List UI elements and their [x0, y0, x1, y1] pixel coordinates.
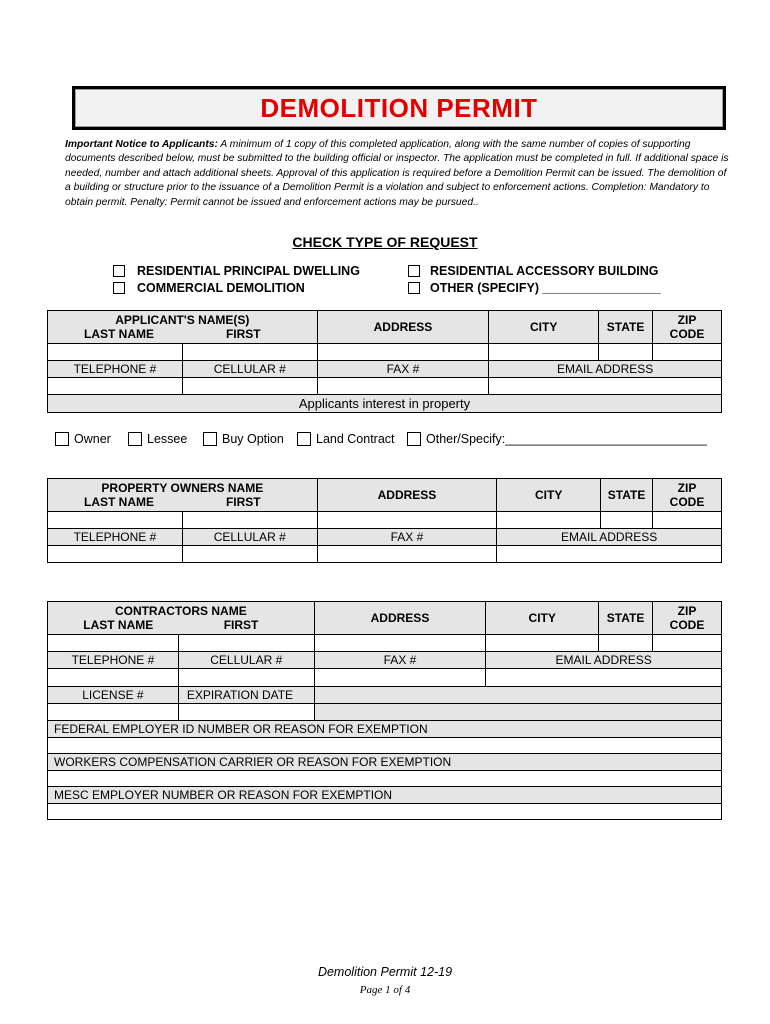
state-header: STATE — [601, 479, 653, 512]
applicant-first-name-input[interactable] — [182, 344, 317, 361]
zip-header: ZIP CODE — [653, 311, 722, 344]
license-gray-fill — [314, 687, 721, 704]
important-notice — [65, 138, 733, 210]
check-type-title: CHECK TYPE OF REQUEST — [292, 234, 478, 250]
owner-city-input[interactable] — [497, 512, 601, 529]
contractor-telephone-input[interactable] — [48, 669, 179, 687]
applicant-address-input[interactable] — [317, 344, 489, 361]
state-header: STATE — [599, 602, 653, 635]
option-residential-principal[interactable] — [113, 264, 360, 278]
city-header: CITY — [486, 602, 599, 635]
checkbox[interactable] — [297, 432, 311, 446]
fax-header: FAX # — [314, 652, 486, 669]
telephone-header: TELEPHONE # — [48, 529, 183, 546]
contractor-cellular-input[interactable] — [178, 669, 314, 687]
telephone-header: TELEPHONE # — [48, 361, 183, 378]
fax-header: FAX # — [317, 529, 497, 546]
checkbox[interactable] — [203, 432, 217, 446]
contractor-zip-input[interactable] — [653, 635, 722, 652]
owners-table — [47, 478, 722, 563]
city-header: CITY — [497, 479, 601, 512]
form-id: Demolition Permit 12-19 — [317, 965, 453, 979]
owner-telephone-input[interactable] — [48, 546, 183, 563]
notice-lead: Important Notice to Applicants: — [65, 139, 218, 150]
title-box — [72, 86, 726, 130]
applicant-table — [47, 310, 722, 413]
checkbox[interactable] — [408, 265, 420, 277]
address-header: ADDRESS — [317, 311, 489, 344]
applicant-last-name-input[interactable] — [48, 344, 183, 361]
zip-header: ZIP CODE — [653, 479, 722, 512]
interest-buy-option[interactable]: Buy Option — [203, 432, 284, 446]
expiration-header: EXPIRATION DATE — [178, 687, 314, 704]
email-header: EMAIL ADDRESS — [486, 652, 722, 669]
owner-fax-input[interactable] — [317, 546, 497, 563]
checkbox[interactable] — [407, 432, 421, 446]
checkbox[interactable] — [113, 265, 125, 277]
telephone-header: TELEPHONE # — [48, 652, 179, 669]
mesc-header: MESC EMPLOYER NUMBER OR REASON FOR EXEMPTION — [48, 787, 722, 804]
owner-zip-input[interactable] — [653, 512, 722, 529]
email-header: EMAIL ADDRESS — [497, 529, 722, 546]
workers-input[interactable] — [48, 771, 722, 787]
contractor-address-input[interactable] — [314, 635, 486, 652]
interest-lessee[interactable]: Lessee — [128, 432, 187, 446]
contractor-city-input[interactable] — [486, 635, 599, 652]
applicant-zip-input[interactable] — [653, 344, 722, 361]
checkbox[interactable] — [113, 282, 125, 294]
interest-land-contract[interactable]: Land Contract — [297, 432, 395, 446]
interest-header: Applicants interest in property — [48, 395, 722, 413]
license-header: LICENSE # — [48, 687, 179, 704]
owner-address-input[interactable] — [317, 512, 497, 529]
cellular-header: CELLULAR # — [182, 529, 317, 546]
interest-owner[interactable]: Owner — [55, 432, 111, 446]
city-header: CITY — [489, 311, 599, 344]
zip-header: ZIP CODE — [653, 602, 722, 635]
owner-last-name-input[interactable] — [48, 512, 183, 529]
page-number: Page 1 of 4 — [359, 984, 411, 996]
page-title: DEMOLITION PERMIT — [260, 92, 538, 123]
interest-other[interactable]: Other/Specify:_____________________________ — [407, 432, 707, 446]
contractor-last-name-input[interactable] — [48, 635, 179, 652]
contractor-first-name-input[interactable] — [178, 635, 314, 652]
option-other[interactable] — [408, 281, 661, 295]
cellular-header: CELLULAR # — [178, 652, 314, 669]
contractor-name-header: CONTRACTORS NAME LAST NAME FIRST — [48, 602, 315, 635]
mesc-input[interactable] — [48, 804, 722, 820]
federal-header: FEDERAL EMPLOYER ID NUMBER OR REASON FOR EXEMPTION — [48, 721, 722, 738]
option-label: RESIDENTIAL ACCESSORY BUILDING — [430, 264, 659, 278]
applicant-state-input[interactable] — [599, 344, 653, 361]
applicant-name-header: APPLICANT'S NAME(S) LAST NAME FIRST — [48, 311, 318, 344]
applicant-city-input[interactable] — [489, 344, 599, 361]
applicant-cellular-input[interactable] — [182, 378, 317, 395]
owners-name-header: PROPERTY OWNERS NAME LAST NAME FIRST — [48, 479, 318, 512]
applicant-email-input[interactable] — [489, 378, 722, 395]
option-label: COMMERCIAL DEMOLITION — [137, 281, 305, 295]
checkbox[interactable] — [128, 432, 142, 446]
state-header: STATE — [599, 311, 653, 344]
expiration-input[interactable] — [178, 704, 314, 721]
license-input[interactable] — [48, 704, 179, 721]
fax-header: FAX # — [317, 361, 489, 378]
option-residential-accessory[interactable] — [408, 264, 659, 278]
checkbox[interactable] — [55, 432, 69, 446]
contractor-email-input[interactable] — [486, 669, 722, 687]
address-header: ADDRESS — [317, 479, 497, 512]
option-commercial[interactable] — [113, 281, 305, 295]
contractor-state-input[interactable] — [599, 635, 653, 652]
contractor-table — [47, 601, 722, 820]
option-label: RESIDENTIAL PRINCIPAL DWELLING — [137, 264, 360, 278]
license-gray-fill-2 — [314, 704, 721, 721]
owner-state-input[interactable] — [601, 512, 653, 529]
workers-header: WORKERS COMPENSATION CARRIER OR REASON FOR EXEMPTION — [48, 754, 722, 771]
applicant-fax-input[interactable] — [317, 378, 489, 395]
notice-text: A minimum of 1 copy of this completed application, along with the same number of copies of supporting documents described below, must be submitted to the building official or inspector. The application must be completed in full. If additional space is needed, number and attach additional sheets. Approval of this application is required before a Demolition Permit can be issued. The demolition of a building or structure prior to the issuance of a Demolition Permit is a violation and subject to enforcement actions. Completion: Mandatory to obtain permit. Penalty: Permit cannot be issued and enforcement actions may be pursued.. — [65, 139, 729, 208]
federal-input[interactable] — [48, 738, 722, 754]
option-label: OTHER (SPECIFY) _________________ — [430, 281, 661, 295]
address-header: ADDRESS — [314, 602, 486, 635]
email-header: EMAIL ADDRESS — [489, 361, 722, 378]
cellular-header: CELLULAR # — [182, 361, 317, 378]
owner-email-input[interactable] — [497, 546, 722, 563]
owner-first-name-input[interactable] — [182, 512, 317, 529]
owner-cellular-input[interactable] — [182, 546, 317, 563]
contractor-fax-input[interactable] — [314, 669, 486, 687]
applicant-telephone-input[interactable] — [48, 378, 183, 395]
checkbox[interactable] — [408, 282, 420, 294]
